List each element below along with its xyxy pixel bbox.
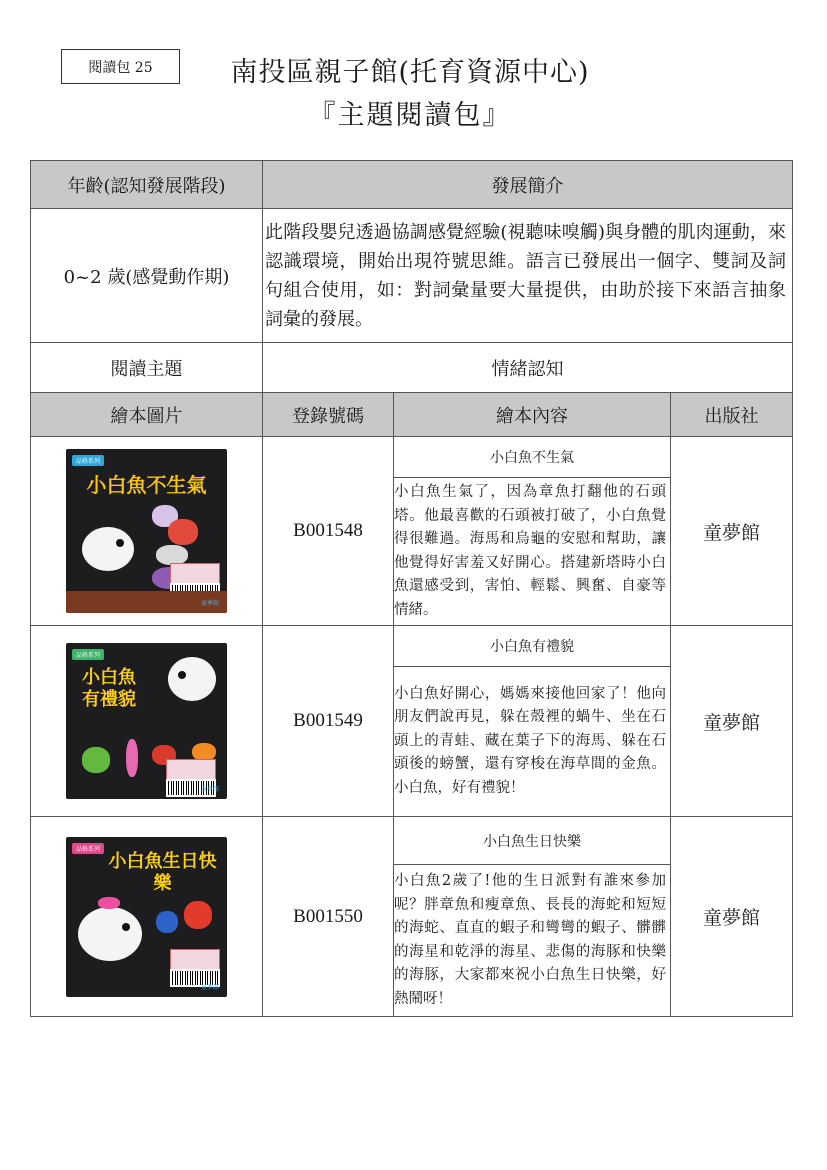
- book-description: 小白魚生氣了，因為章魚打翻他的石頭塔。他最喜歡的石頭被打破了，小白魚覺得很難過。海馬和烏龜的安慰和幫助，讓他覺得好害羞又好開心。搭建新塔時小白魚還感受到，害怕、輕鬆、興奮、自豪等情緒。: [394, 478, 671, 626]
- book-cover-image: 品格系列 小白魚不生氣 童夢館: [66, 449, 227, 613]
- book-cover-cell: [31, 626, 263, 817]
- book-cover-image: 品格系列 小白魚生日快樂 童夢館: [66, 837, 227, 997]
- book-description: 小白魚2歲了!他的生日派對有誰來參加呢？胖章魚和瘦章魚、長長的海蛇和短短的海蛇、直直的蝦子和彎彎的蝦子、髒髒的海星和乾淨的海星、悲傷的海豚和快樂的海豚，大家都來祝小白魚生日快樂，好熱鬧呀！: [394, 865, 671, 1017]
- image-header: 繪本圖片: [31, 393, 263, 437]
- series-tag: 品格系列: [72, 843, 104, 854]
- book-name: 小白魚有禮貌: [394, 626, 671, 667]
- book-cover-title: 小白魚有禮貌: [82, 667, 136, 710]
- book-description: 小白魚好開心，媽媽來接他回家了！他向朋友們說再見，躲在殼裡的蝸牛、坐在石頭上的青蛙、藏在葉子下的海馬、躲在石頭後的螃蟹，還有穿梭在海草間的金魚。小白魚，好有禮貌！: [394, 667, 671, 817]
- theme-value: 情緒認知: [263, 343, 793, 393]
- book-publisher: 童夢館: [671, 817, 793, 1017]
- fish-illustration: [168, 657, 216, 701]
- publisher-header: 出版社: [671, 393, 793, 437]
- code-header: 登錄號碼: [263, 393, 394, 437]
- book-cover-image: 品格系列 小白魚有禮貌 童夢館: [66, 643, 227, 799]
- book-cover-title: 小白魚不生氣: [86, 473, 207, 497]
- book-publisher: 童夢館: [671, 626, 793, 817]
- age-header: 年齡(認知發展階段): [31, 161, 263, 209]
- book-cover-title: 小白魚生日快樂: [108, 850, 217, 894]
- book-name: 小白魚生日快樂: [394, 817, 671, 865]
- book-name: 小白魚不生氣: [394, 437, 671, 478]
- reading-pack-badge: 閱讀包 25: [61, 49, 180, 84]
- fish-illustration: [82, 527, 134, 571]
- book-code: B001548: [263, 437, 394, 626]
- book-publisher: 童夢館: [671, 437, 793, 626]
- book-code: B001549: [263, 626, 394, 817]
- series-tag: 品格系列: [72, 455, 104, 466]
- book-cover-cell: [31, 437, 263, 626]
- intro-text: 此階段嬰兒透過協調感覺經驗(視聽味嗅觸)與身體的肌肉運動，來認識環境，開始出現符號思維。語言已發展出一個字、雙詞及詞句組合使用，如：對詞彙量要大量提供，由助於接下來語言抽象詞彙的發展。: [263, 209, 793, 343]
- fish-illustration: [78, 907, 142, 961]
- intro-header: 發展簡介: [263, 161, 793, 209]
- series-tag: 品格系列: [72, 649, 104, 660]
- book-code: B001550: [263, 817, 394, 1017]
- content-header: 繪本內容: [394, 393, 671, 437]
- age-value: 0~2 歲(感覺動作期): [31, 209, 263, 343]
- theme-label: 閱讀主題: [31, 343, 263, 393]
- page-title: 南投區親子館(托育資源中心): [230, 57, 590, 88]
- book-cover-cell: [31, 817, 263, 1017]
- page-subtitle: 『主題閱讀包』: [308, 100, 512, 131]
- reading-pack-table: [30, 160, 793, 1017]
